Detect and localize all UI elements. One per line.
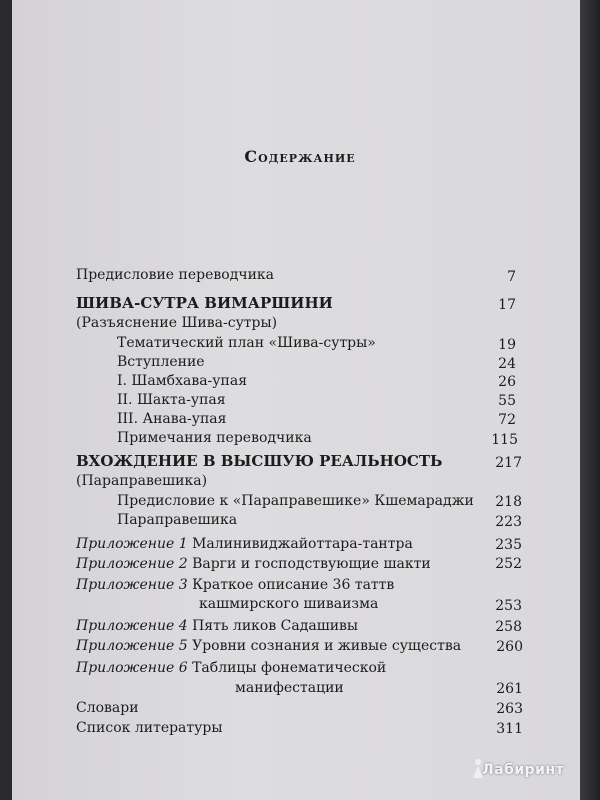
toc-page-4: 24 — [498, 356, 516, 372]
toc-page-1: 17 — [498, 297, 516, 313]
toc-page-22: 311 — [496, 721, 523, 737]
toc-entry-21: Словари — [76, 700, 139, 716]
toc-entry-2: (Разъяснение Шива-сутры) — [76, 315, 278, 331]
toc-entry-9: ВХОЖДЕНИЕ В ВЫСШУЮ РЕАЛЬНОСТЬ — [76, 452, 443, 470]
toc-entry-14 — [76, 556, 431, 572]
toc-entry-16: кашмирского шиваизма — [199, 596, 379, 612]
toc-page-21: 263 — [496, 701, 523, 717]
toc-page-16: 253 — [495, 598, 522, 614]
toc-entry-3: Тематический план «Шива-сутры» — [117, 335, 376, 351]
toc-entry-18 — [76, 638, 461, 654]
toc-page-9: 217 — [495, 455, 522, 471]
toc-page-11: 218 — [495, 494, 522, 510]
appendix-prefix: Приложение 6 — [76, 660, 188, 676]
appendix-title: Таблицы фонематической — [192, 660, 387, 676]
appendix-title: Малинивиджайоттара-тантра — [192, 536, 413, 552]
toc-page-20: 261 — [496, 681, 523, 697]
toc-page-8: 115 — [491, 432, 518, 448]
toc-entry-22: Список литературы — [76, 720, 223, 736]
appendix-title: Варги и господствующие шакти — [192, 556, 431, 572]
toc-entry-6: II. Шакта-упая — [117, 392, 226, 408]
toc-page-12: 223 — [495, 514, 522, 530]
appendix-prefix: Приложение 3 — [76, 577, 188, 593]
toc-entry-0: Предисловие переводчика — [76, 267, 274, 283]
appendix-prefix: Приложение 4 — [76, 618, 188, 634]
toc-entry-19 — [76, 660, 386, 676]
toc-entry-20: манифестации — [235, 680, 344, 696]
toc-page-17: 258 — [495, 619, 522, 635]
appendix-title: Пять ликов Садашивы — [192, 618, 359, 634]
toc-entry-12: Параправешика — [117, 512, 238, 528]
toc-page-6: 55 — [498, 393, 516, 409]
appendix-title: Уровни сознания и живые существа — [192, 638, 462, 654]
page-edge-shadow — [580, 0, 600, 800]
toc-page-5: 26 — [498, 374, 516, 390]
toc-entry-10: (Параправешика) — [76, 473, 208, 489]
appendix-title: Краткое описание 36 таттв — [192, 577, 395, 593]
appendix-prefix: Приложение 5 — [76, 638, 188, 654]
appendix-prefix: Приложение 2 — [76, 556, 188, 572]
appendix-prefix: Приложение 1 — [76, 536, 188, 552]
toc-entry-4: Вступление — [117, 354, 205, 370]
toc-entry-1: ШИВА-СУТРА ВИМАРШИНИ — [76, 294, 333, 312]
watermark: Лабиринт — [482, 762, 565, 778]
toc-page-0: 7 — [507, 269, 516, 285]
toc-entry-13 — [76, 536, 413, 552]
toc-entry-7: III. Анава-упая — [117, 411, 227, 427]
page-title: Содержание — [244, 147, 356, 166]
toc-entry-11: Предисловие к «Параправешике» Кшемараджи — [117, 493, 474, 509]
toc-entry-8: Примечания переводчика — [117, 430, 312, 446]
toc-entry-17 — [76, 618, 358, 634]
toc-page-13: 235 — [495, 537, 522, 553]
toc-page-14: 252 — [495, 556, 522, 572]
toc-page-3: 19 — [498, 337, 516, 353]
toc-page-18: 260 — [496, 639, 523, 655]
toc-page-7: 72 — [498, 412, 516, 428]
toc-entry-15 — [76, 577, 394, 593]
toc-entry-5: I. Шамбхава-упая — [117, 373, 248, 389]
